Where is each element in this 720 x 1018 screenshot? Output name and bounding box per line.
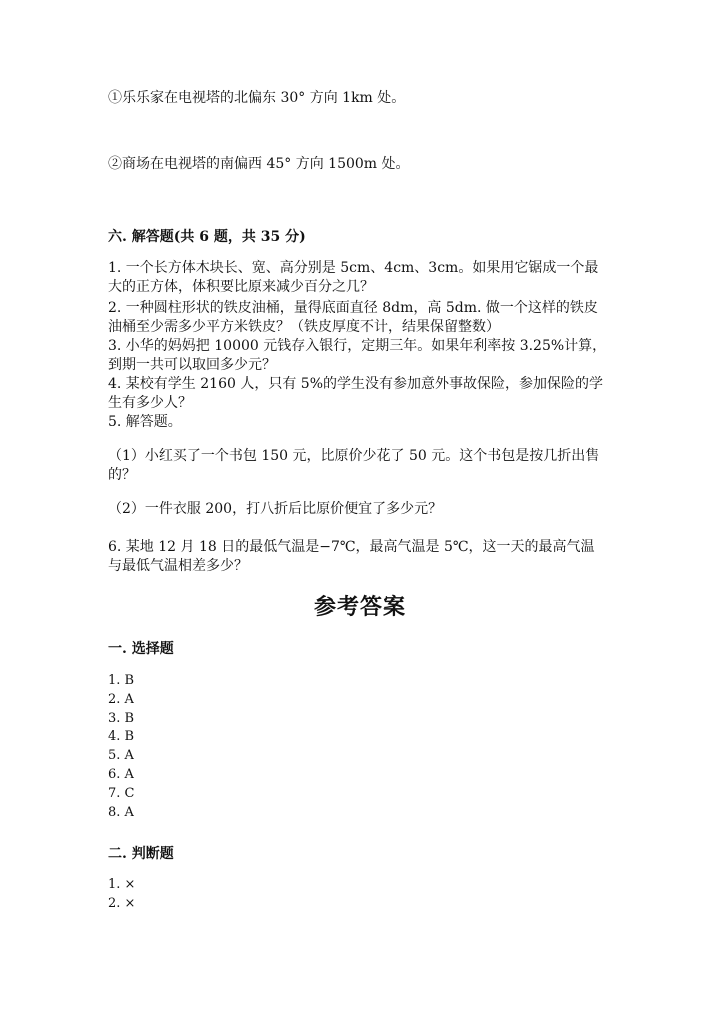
answer-list-section-1 xyxy=(108,672,134,822)
question-5-part-1: （1）小红买了一个书包 150 元，比原价少花了 50 元。这个书包是按几折出售的？ xyxy=(108,448,600,483)
answer-item: 1. × xyxy=(108,877,136,892)
answer-item: 6. A xyxy=(108,766,134,782)
question-1: 1. 一个长方体木块长、宽、高分别是 5cm、4cm、3cm。如果用它锯成一个最大的正方体，体积要比原来减少百分之几？ xyxy=(108,260,599,295)
question-6: 6. 某地 12 月 18 日的最低气温是−7℃，最高气温是 5℃，这一天的最高气温与最低气温相差多少？ xyxy=(108,539,595,574)
answer-item: 8. A xyxy=(108,804,134,820)
question-3: 3. 小华的妈妈把 10000 元钱存入银行，定期三年。如果年利率按 3.25%计算，到期一共可以取回多少元？ xyxy=(108,338,607,373)
answer-item: 2. × xyxy=(108,895,136,911)
question-5: 5. 解答题。 xyxy=(108,414,182,430)
answer-item: 7. C xyxy=(108,785,135,801)
question-2: 2. 一种圆柱形状的铁皮油桶，量得底面直径 8dm，高 5dm. 做一个这样的铁皮油桶至少需多少平方米铁皮？（铁皮厚度不计，结果保留整数） xyxy=(108,300,598,335)
answer-item: 2. A xyxy=(108,691,134,707)
answer-section-2-heading: 二. 判断题 xyxy=(108,846,174,862)
answer-item: 5. A xyxy=(108,748,134,764)
answer-key-title: 参考答案 xyxy=(313,594,406,620)
answer-list-section-2 xyxy=(108,876,135,914)
answer-item: 1. B xyxy=(108,673,135,688)
question-4: 4. 某校有学生 2160 人，只有 5%的学生没有参加意外事故保险，参加保险的学生有多少人？ xyxy=(108,376,603,411)
answer-section-1-heading: 一. 选择题 xyxy=(108,641,174,657)
section-6-heading: 六. 解答题(共 6 题，共 35 分) xyxy=(108,229,306,245)
direction-item-1: ①乐乐家在电视塔的北偏东 30° 方向 1km 处。 xyxy=(108,90,406,106)
answer-item: 4. B xyxy=(108,729,135,745)
answer-item: 3. B xyxy=(108,710,135,726)
question-5-part-2: （2）一件衣服 200，打八折后比原价便宜了多少元？ xyxy=(108,501,443,517)
direction-item-2: ②商场在电视塔的南偏西 45° 方向 1500m 处。 xyxy=(108,156,410,172)
